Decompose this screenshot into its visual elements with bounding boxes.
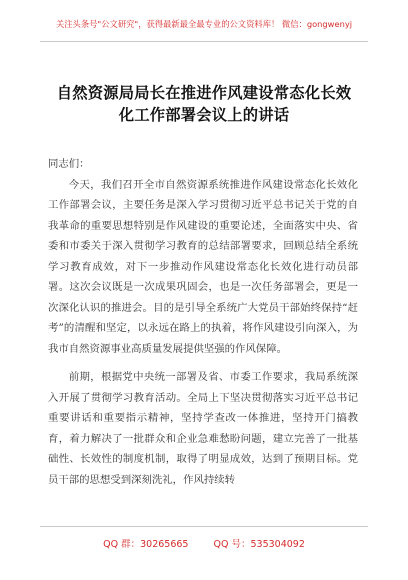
- footer-qq-number: QQ 号：535304092: [213, 539, 305, 550]
- header-divider: [40, 41, 368, 42]
- document-title-line-2: 化工作部署会议上的讲话: [118, 106, 290, 124]
- footer-divider: [40, 526, 368, 527]
- document-title: [40, 82, 368, 126]
- salutation: 同志们：: [48, 158, 90, 170]
- body-paragraph: 今天，我们召开全市自然资源系统推进作风建设常态化长效化工作部署会议，主要任务是深入学习贯彻习近平总书记关于党的自我革命的重要思想特别是作风建设的重要论述，全面落实中央、省委和市委关于深入贯彻学习教育的总结部署要求，回顾总结全系统学习教育成效，对下一步推动作风建设常态化长效化进行动员部署。这次会议既是一次成果巩固会，也是一次任务部署会，更是一次深化认识的推进会。目的是引导全系统广大党员干部始终保持“赶考”的清醒和坚定，以永远在路上的执着，将作风建设引向深入，为我市自然资源事业高质量发展提供坚强的作风保障。: [48, 178, 358, 355]
- body-paragraph: 前期，根据党中央统一部署及省、市委工作要求，我局系统深入开展了贯彻学习教育活动。全局上下坚决贯彻落实习近平总书记重要讲话和重要指示精神，坚持学查改一体推进，坚持开门搞教育，着力解决了一批群众和企业急难愁盼问题，建立完善了一批基础性、长效性的制度机制，取得了明显成效，达到了预期目标。党员干部的思想受到深刻洗礼，作风持续转: [48, 371, 358, 486]
- header-banner: 关注头条号"公文研究"，获得最新最全最专业的公文资料库！ 微信：gongwenyj: [55, 19, 353, 29]
- footer-contact: [0, 536, 408, 550]
- document-body: [48, 154, 358, 498]
- footer-qq-group: QQ 群：30265665: [103, 539, 189, 550]
- document-title-line-1: 自然资源局局长在推进作风建设常态化长效: [56, 84, 352, 102]
